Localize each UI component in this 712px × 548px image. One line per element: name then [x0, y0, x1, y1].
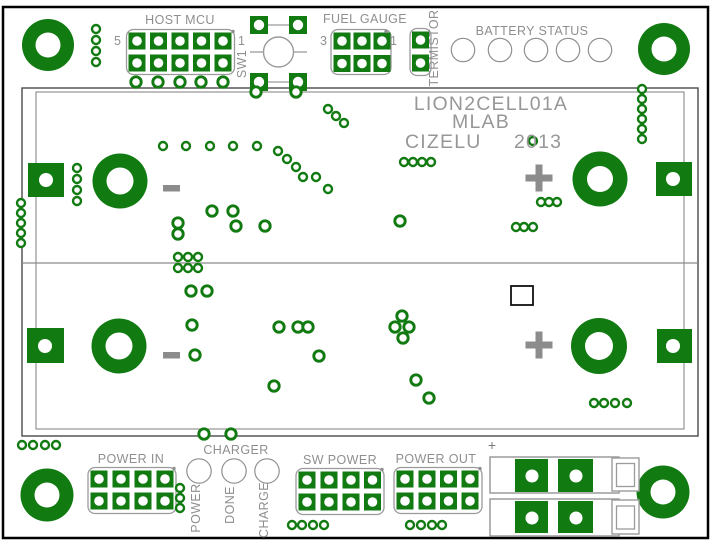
via [176, 504, 184, 512]
via [309, 521, 317, 529]
power-out-header-pad-hole [444, 496, 454, 506]
via [92, 47, 100, 55]
via [269, 381, 279, 391]
host-mcu-header-pad-hole [197, 58, 207, 68]
via [427, 158, 435, 166]
via [173, 218, 183, 228]
power-out-header-pad-hole [400, 496, 410, 506]
power-out-header-pad-hole [444, 474, 454, 484]
via [324, 105, 332, 113]
via [303, 322, 313, 332]
donut-pad-hole [587, 166, 613, 192]
power-in-header-pad-hole [94, 474, 104, 484]
via [260, 221, 270, 231]
sw-power-header-pad-hole [324, 497, 334, 507]
via [638, 135, 646, 143]
via [638, 85, 646, 93]
via [17, 199, 25, 207]
via [424, 393, 434, 403]
via [404, 322, 414, 332]
board-year: 2013 [514, 131, 563, 153]
battery1-minus-mark [163, 185, 180, 192]
charger-charge-label: CHARGE [257, 482, 271, 538]
via [611, 399, 619, 407]
connector-pad-hole [526, 470, 539, 483]
sw-power-label: SW POWER [302, 453, 378, 467]
donut-pad-hole [106, 333, 133, 360]
via [187, 320, 197, 330]
via [638, 125, 646, 133]
host-mcu-pin1-label: 1 [238, 34, 245, 48]
host-mcu-header-pad-hole [197, 36, 207, 46]
fuel-gauge-header-pad-hole [357, 59, 367, 69]
via [159, 142, 167, 150]
fuel-gauge-pin1-label: 1 [390, 34, 397, 48]
fuel-gauge-header-pad-hole [357, 36, 367, 46]
sw-power-header-pad-hole [324, 475, 334, 485]
host-mcu-header-pad-hole [218, 36, 228, 46]
via [17, 209, 25, 217]
fuel-gauge-header-pad-hole [377, 36, 387, 46]
connector-screw-inner [617, 464, 635, 487]
via [395, 216, 405, 226]
power-in-header-pad-hole [138, 496, 148, 506]
via [202, 286, 212, 296]
sw-power-header-pad-hole [346, 475, 356, 485]
fuel-gauge-header-pad-hole [337, 59, 347, 69]
connector-plus-label: + [487, 437, 497, 453]
via [411, 375, 421, 385]
terminal-pad-hole [38, 339, 52, 353]
via [194, 264, 202, 272]
via [428, 521, 436, 529]
via [194, 253, 202, 261]
host-mcu-label: HOST MCU [145, 13, 215, 27]
sw-power-header-pad-hole [346, 497, 356, 507]
host-mcu-header-pad-hole [175, 36, 185, 46]
battery-status-led [556, 38, 579, 61]
power-in-header-pad-hole [116, 496, 126, 506]
via [253, 142, 261, 150]
termistor-header-pad-hole [416, 35, 426, 45]
host-mcu-header-pad-hole [132, 58, 142, 68]
via [590, 399, 598, 407]
via [400, 158, 408, 166]
power-out-label: POWER OUT [395, 452, 477, 466]
via [298, 521, 306, 529]
via [153, 77, 163, 87]
donut-pad-hole [585, 332, 613, 360]
component-outline-square [511, 286, 533, 305]
board-subtitle: MLAB [452, 111, 510, 133]
connector-row-outline [490, 499, 619, 536]
power-out-header-pin1-dot [478, 467, 481, 470]
connector-row-outline [490, 457, 619, 493]
board-author: CIZELU [405, 131, 482, 153]
via [173, 229, 183, 239]
via [73, 164, 81, 172]
charger-done-label: DONE [223, 486, 237, 524]
battery-status-led [488, 38, 511, 61]
via [529, 223, 537, 231]
via [226, 429, 236, 439]
power-out-header-pad-hole [422, 496, 432, 506]
via [92, 36, 100, 44]
via [176, 484, 184, 492]
power-in-header-pad-hole [160, 496, 170, 506]
via [545, 198, 553, 206]
battery2-minus-mark [163, 352, 180, 359]
power-in-header-pad-hole [116, 474, 126, 484]
sw-power-header-pin1-dot [380, 468, 383, 471]
battery-status-led [524, 38, 547, 61]
battery-status-led [588, 38, 611, 61]
sw1-label: SW1 [235, 49, 249, 79]
via [623, 399, 631, 407]
via [397, 311, 407, 321]
charger-led [222, 459, 246, 483]
sw1-pad-hole [254, 20, 264, 30]
via [332, 112, 340, 120]
sw1-pad-hole [293, 20, 303, 30]
via [73, 197, 81, 205]
via [406, 521, 414, 529]
connector-pad-hole [526, 512, 539, 525]
via [131, 77, 141, 87]
via [41, 441, 49, 449]
via [196, 77, 206, 87]
sw-power-header-pad-hole [368, 475, 378, 485]
fuel-gauge-header-pin1-dot [384, 30, 387, 33]
via [512, 223, 520, 231]
power-out-header-pad-hole [422, 474, 432, 484]
via [29, 441, 37, 449]
via [600, 399, 608, 407]
via [184, 264, 192, 272]
fuel-gauge-label: FUEL GAUGE [322, 12, 408, 26]
via [175, 77, 185, 87]
via [18, 441, 26, 449]
sw1-button-circle [264, 37, 294, 67]
connector-screw-inner [617, 506, 635, 529]
via [418, 158, 426, 166]
fuel-gauge-header-pad-hole [377, 59, 387, 69]
power-in-header-pad-hole [94, 496, 104, 506]
via [251, 87, 261, 97]
charger-power-label: POWER [189, 483, 203, 533]
via [288, 521, 296, 529]
via [206, 142, 214, 150]
via [553, 198, 561, 206]
via [73, 186, 81, 194]
via [324, 185, 332, 193]
via [291, 87, 301, 97]
via [229, 142, 237, 150]
via [228, 206, 238, 216]
terminal-pad-hole [666, 339, 680, 353]
via [390, 322, 400, 332]
via [638, 105, 646, 113]
sw-power-header-pad-hole [302, 497, 312, 507]
power-in-label: POWER IN [97, 452, 165, 466]
sw-power-header-pad-hole [302, 475, 312, 485]
fuel-gauge-pin3-label: 3 [320, 34, 327, 48]
via [398, 333, 408, 343]
via [292, 163, 300, 171]
via [218, 77, 228, 87]
connector-pad-hole [570, 512, 583, 525]
donut-pad-hole [36, 33, 61, 58]
termistor-header-pad-hole [416, 58, 426, 68]
charger-label: CHARGER [203, 443, 269, 457]
board-title: LION2CELL01A [413, 93, 569, 115]
via [537, 198, 545, 206]
host-mcu-header-pad-hole [132, 36, 142, 46]
via [231, 221, 241, 231]
via [174, 253, 182, 261]
via [52, 441, 60, 449]
via [199, 429, 209, 439]
via [17, 229, 25, 237]
via [274, 322, 284, 332]
via [312, 173, 320, 181]
power-in-header-pin1-dot [172, 467, 175, 470]
power-in-header-pad-hole [138, 474, 148, 484]
via [438, 521, 446, 529]
via [207, 206, 217, 216]
via [92, 58, 100, 66]
via [409, 158, 417, 166]
donut-pad-hole [35, 483, 60, 508]
connector-pad-hole [570, 470, 583, 483]
battery-status-label: BATTERY STATUS [475, 24, 589, 38]
power-out-header-pad-hole [400, 474, 410, 484]
via [520, 223, 528, 231]
charger-led [187, 459, 211, 483]
host-mcu-header-pad-hole [175, 58, 185, 68]
donut-pad-hole [107, 168, 134, 195]
donut-pad-hole [651, 480, 676, 505]
host-mcu-header-pad-hole [154, 58, 164, 68]
terminal-pad-hole [39, 173, 53, 187]
via [638, 115, 646, 123]
via [174, 264, 182, 272]
power-out-header-pad-hole [465, 496, 475, 506]
power-in-header-pad-hole [160, 474, 170, 484]
donut-pad-hole [652, 37, 677, 62]
via [638, 95, 646, 103]
power-out-header-pad-hole [465, 474, 475, 484]
fuel-gauge-header-pad-hole [337, 36, 347, 46]
via [73, 175, 81, 183]
via [417, 521, 425, 529]
via [92, 25, 100, 33]
host-mcu-pin5-label: 5 [114, 34, 121, 48]
host-mcu-header-pad-hole [218, 58, 228, 68]
via [184, 253, 192, 261]
charger-led [255, 459, 279, 483]
via [17, 239, 25, 247]
terminal-pad-hole [666, 172, 680, 186]
via [182, 142, 190, 150]
via [274, 147, 282, 155]
via [186, 286, 196, 296]
battery-status-led [451, 38, 474, 61]
host-mcu-header-pin1-dot [231, 30, 234, 33]
via [299, 173, 307, 181]
via [17, 219, 25, 227]
via [176, 494, 184, 502]
termistor-label: TERMISTOR [427, 9, 441, 87]
via [340, 119, 348, 127]
via [283, 155, 291, 163]
via [314, 351, 324, 361]
host-mcu-header-pad-hole [154, 36, 164, 46]
via [320, 521, 328, 529]
sw-power-header-pad-hole [368, 497, 378, 507]
via [190, 350, 200, 360]
